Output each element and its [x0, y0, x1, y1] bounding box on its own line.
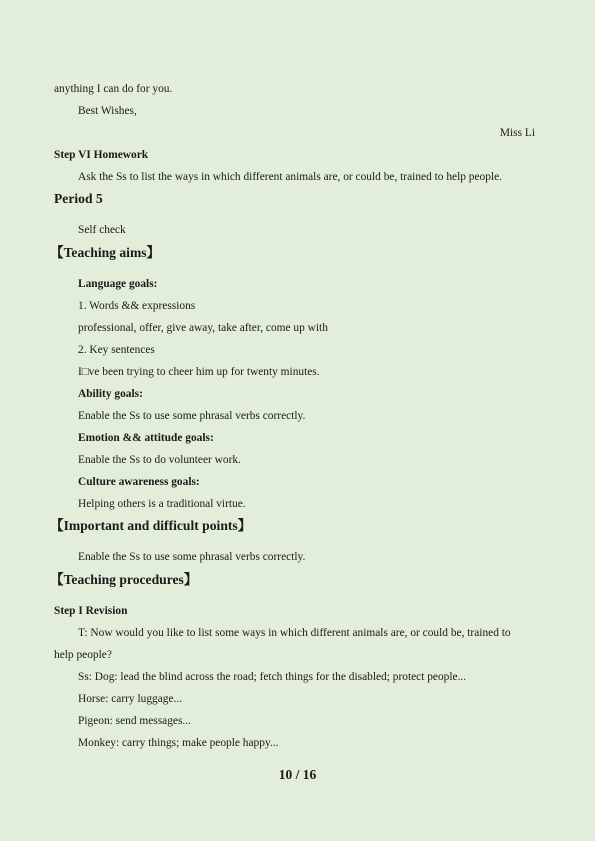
homework-text: Ask the Ss to list the ways in which different animals are, or could be, trained to help people. — [78, 171, 502, 183]
culture-goals-text: Helping others is a traditional virtue. — [78, 498, 246, 510]
students-answer-horse: Horse: carry luggage... — [78, 693, 183, 705]
letter-signature: Miss Li — [499, 127, 535, 139]
key-sentences-heading: 2. Key sentences — [78, 344, 155, 356]
emotion-goals-heading: Emotion && attitude goals: — [78, 432, 214, 444]
teacher-question-line1: T: Now would you like to list some ways in which different animals are, or could be, trained to — [78, 627, 511, 639]
key-points-heading: 【Important and difficult points】 — [50, 518, 252, 533]
culture-goals-heading: Culture awareness goals: — [78, 476, 200, 488]
words-list: professional, offer, give away, take after, come up with — [78, 322, 328, 334]
words-heading: 1. Words && expressions — [78, 300, 196, 312]
ability-goals-heading: Ability goals: — [78, 388, 143, 400]
letter-line-end: anything I can do for you. — [54, 83, 173, 95]
key-sentence: I□ve been trying to cheer him up for twenty minutes. — [78, 366, 320, 378]
homework-heading: Step VI Homework — [54, 149, 149, 161]
step1-heading: Step I Revision — [54, 605, 128, 617]
page-number: 10 / 16 — [278, 767, 317, 782]
students-answer-pigeon: Pigeon: send messages... — [78, 715, 191, 727]
emotion-goals-text: Enable the Ss to do volunteer work. — [78, 454, 241, 466]
procedures-heading: 【Teaching procedures】 — [50, 572, 198, 587]
ability-goals-text: Enable the Ss to use some phrasal verbs correctly. — [78, 410, 306, 422]
teacher-question-line2: help people? — [54, 649, 112, 661]
language-goals-heading: Language goals: — [78, 278, 158, 290]
students-answer-dog: Ss: Dog: lead the blind across the road; fetch things for the disabled; protect people... — [78, 671, 467, 683]
period-subtitle: Self check — [78, 224, 126, 236]
period-title: Period 5 — [54, 191, 103, 206]
key-points-text: Enable the Ss to use some phrasal verbs correctly. — [78, 551, 306, 563]
teaching-aims-heading: 【Teaching aims】 — [50, 245, 161, 260]
letter-closing: Best Wishes, — [78, 105, 137, 117]
students-answer-monkey: Monkey: carry things; make people happy... — [78, 737, 279, 749]
